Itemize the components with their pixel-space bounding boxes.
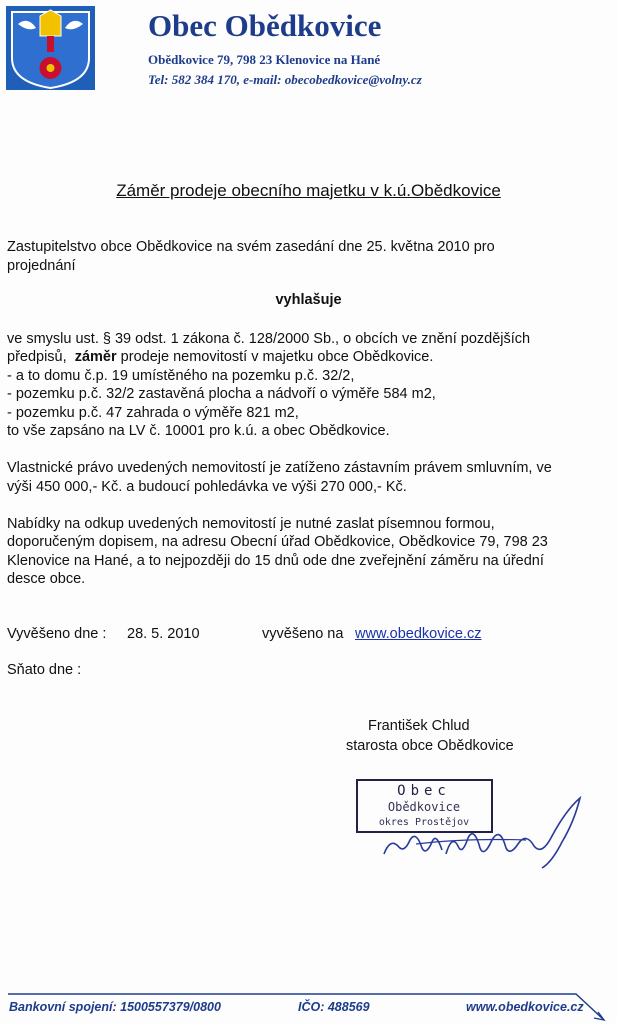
intro-line-1: Zastupitelstvo obce Obědkovice na svém zasedání dne 25. května 2010 pro (7, 239, 495, 255)
declare-heading: vyhlašuje (275, 292, 342, 308)
lien-line-1: Vlastnické právo uvedených nemovitostí je zatíženo zástavním právem smluvním, ve (7, 460, 552, 476)
org-address: Obědkovice 79, 798 23 Klenovice na Hané (148, 52, 381, 67)
org-contact: Tel: 582 384 170, e-mail: obecobedkovice@volny.cz (148, 72, 422, 87)
posted-date: 28. 5. 2010 (127, 626, 200, 642)
intro-line-2: projednání (7, 258, 76, 274)
footer-web[interactable]: www.obedkovice.cz (466, 1000, 584, 1014)
law-line-2b: záměr (74, 349, 117, 365)
offers-line-3: Klenovice na Hané, a to nejpozději do 15 dnů ode dne zveřejnění záměru na úřední (7, 553, 544, 569)
removed-label: Sňato dne : (7, 662, 82, 678)
signatory-name: František Chlud (368, 718, 470, 734)
web-label: vyvěšeno na (262, 626, 344, 642)
offers-line-4: desce obce. (7, 571, 86, 587)
footer-bank: Bankovní spojení: 1500557379/0800 (9, 1000, 221, 1014)
law-line-2 (7, 348, 433, 367)
document-title: Záměr prodeje obecního majetku v k.ú.Obědkovice (116, 181, 501, 200)
law-line-2c: prodeje nemovitostí v majetku obce Obědkovice. (120, 349, 434, 365)
stamp-line-2: Obědkovice (387, 800, 461, 814)
lien-line-2: výši 450 000,- Kč. a budoucí pohledávka ve výši 270 000,- Kč. (7, 479, 407, 495)
footer-ico: IČO: 488569 (298, 1000, 370, 1014)
law-line-2a: předpisů, (7, 349, 67, 365)
signatory-role: starosta obce Obědkovice (346, 738, 514, 754)
coat-of-arms-icon (6, 6, 95, 90)
org-name: Obec Obědkovice (148, 8, 382, 43)
stamp-line-3: okres Prostějov (378, 817, 470, 828)
lv-line: to vše zapsáno na LV č. 10001 pro k.ú. a obec Obědkovice. (7, 423, 390, 439)
stamp-line-1: Obec (397, 783, 451, 799)
law-line-1: ve smyslu ust. § 39 odst. 1 zákona č. 128/2000 Sb., o obcích ve znění pozdějších (7, 331, 531, 347)
list-item: - a to domu č.p. 19 umístěného na pozemku p.č. 32/2, (7, 368, 355, 384)
list-item: - pozemku p.č. 32/2 zastavěná plocha a nádvoří o výměře 584 m2, (7, 386, 436, 402)
posted-label: Vyvěšeno dne : (7, 626, 107, 642)
handwritten-signature (376, 782, 586, 872)
offers-line-2: doporučeným dopisem, na adresu Obecní úřad Obědkovice, Obědkovice 79, 798 23 (7, 534, 548, 550)
list-item: - pozemku p.č. 47 zahrada o výměře 821 m2, (7, 405, 299, 421)
offers-line-1: Nabídky na odkup uvedených nemovitostí je nutné zaslat písemnou formou, (7, 516, 495, 532)
web-link[interactable]: www.obedkovice.cz (355, 626, 482, 642)
